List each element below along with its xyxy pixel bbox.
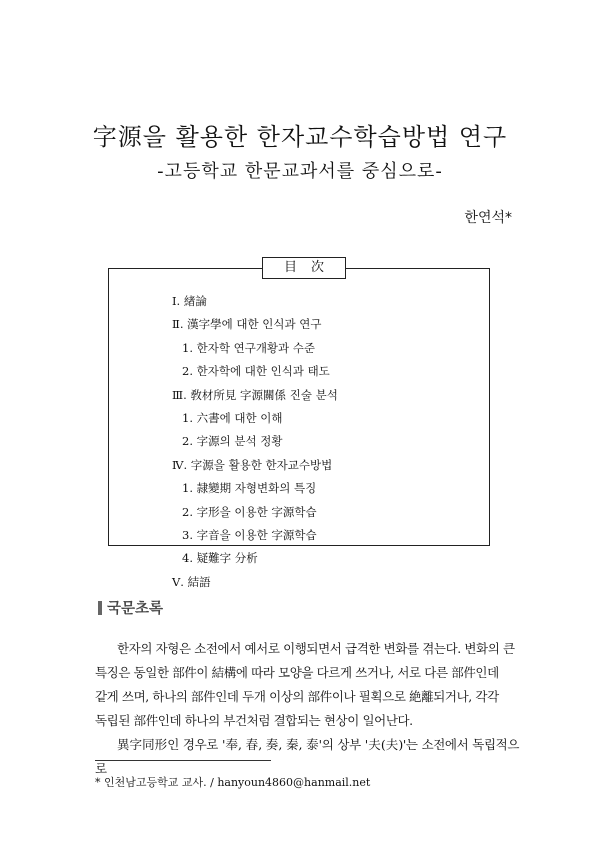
toc-section: 1. 隷變期 자형변화의 특징 — [182, 481, 317, 496]
abstract-line: 異字同形인 경우로 '奉, 春, 奏, 秦, 泰'의 상부 '夫(夫)'는 소전에서 독립적으로 — [95, 737, 519, 776]
toc-section: 2. 字形을 이용한 字源학습 — [182, 504, 317, 519]
footnote-divider — [95, 760, 271, 761]
paper-subtitle: -고등학교 한문교과서를 중심으로- — [157, 161, 443, 182]
footnote: * 인천남고등학교 교사. / hanyoun4860@hanmail.net — [95, 776, 371, 789]
toc-section: 4. 疑難字 分析 — [182, 551, 258, 566]
abstract-heading-text: 국문초록 — [107, 601, 164, 617]
toc-chapter: Ⅳ. 字源을 활용한 한자교수방법 — [172, 457, 333, 472]
paper-title: 字源을 활용한 한자교수학습방법 연구 — [92, 123, 508, 151]
toc-section: 1. 六書에 대한 이해 — [182, 410, 283, 425]
toc-chapter: Ⅲ. 敎材所見 字源關係 진술 분석 — [172, 387, 338, 402]
toc-list — [172, 292, 338, 596]
toc-chapter: Ⅱ. 漢字學에 대한 인식과 연구 — [172, 317, 322, 332]
abstract-line: 독립된 部件인데 하나의 부건처럼 결합되는 현상이 일어난다. — [95, 713, 413, 728]
abstract-heading — [98, 597, 163, 618]
abstract-line: 특징은 동일한 部件이 結構에 따라 모양을 다르게 쓰거나, 서로 다른 部件인데 — [95, 665, 499, 680]
toc-chapter: Ⅰ. 緖論 — [172, 294, 207, 308]
toc-header: 目次 — [262, 257, 346, 279]
toc-chapter: Ⅴ. 結語 — [172, 574, 211, 589]
heading-bar-icon — [98, 601, 102, 615]
author-name: 한연석* — [464, 210, 512, 226]
abstract-line: 한자의 자형은 소전에서 예서로 이행되면서 급격한 변화를 겪는다. 변화의 큰 — [117, 641, 515, 656]
toc-section: 3. 字音을 이용한 字源학습 — [182, 527, 317, 542]
toc-section: 2. 字源의 분석 정황 — [182, 434, 283, 449]
toc-section: 1. 한자학 연구개황과 수준 — [182, 340, 316, 355]
toc-section: 2. 한자학에 대한 인식과 태도 — [182, 364, 330, 379]
abstract-line: 같게 쓰며, 하나의 部件인데 두개 이상의 部件이나 필획으로 絶離되거나, 각각 — [95, 689, 499, 704]
